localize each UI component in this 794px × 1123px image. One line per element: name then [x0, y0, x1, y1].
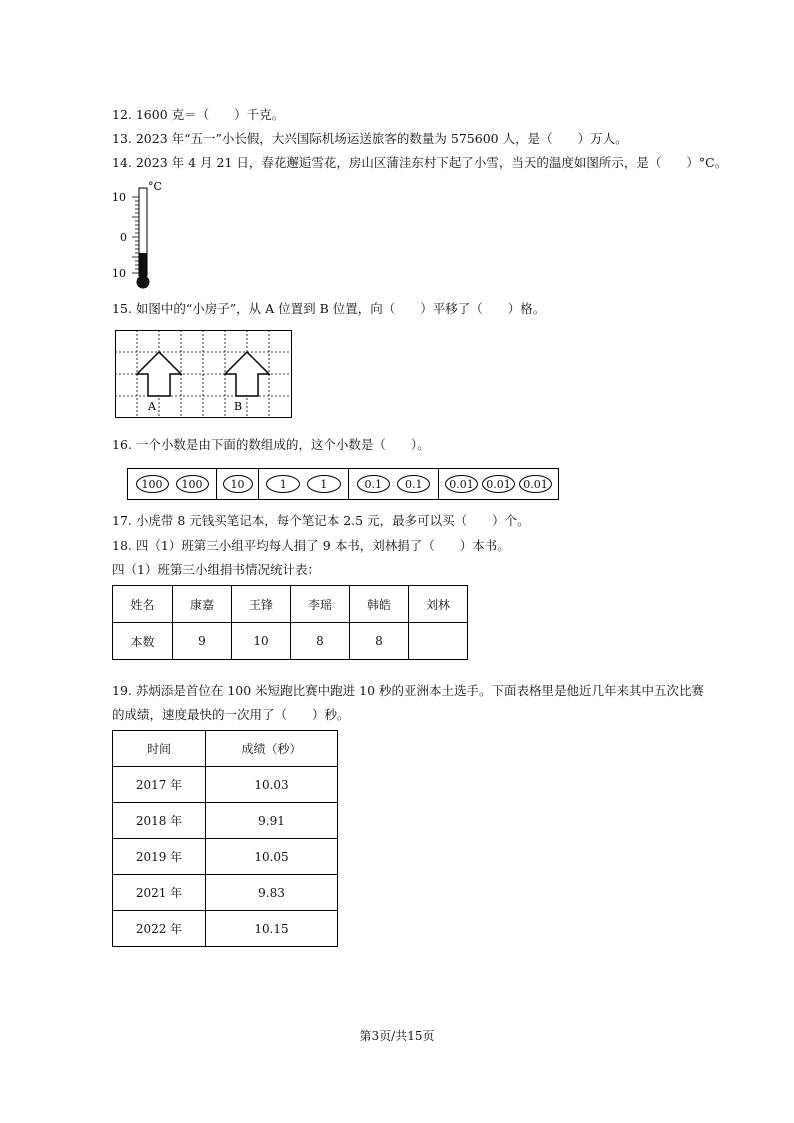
oval-number: 1 [266, 475, 300, 493]
oval-number: 0.01 [519, 475, 552, 493]
table-row [113, 875, 338, 911]
question-13: 13. 2023 年“五一”小长假，大兴国际机场运送旅客的数量为 575600 人，是（ ）万人。 [112, 131, 628, 146]
tick-label-bottom: 10 [112, 267, 126, 280]
house-shape-a [137, 352, 181, 396]
question-19-line-2: 的成绩，速度最快的一次用了（ ）秒。 [112, 707, 350, 722]
thermometer-figure [112, 180, 172, 292]
group-tens [217, 469, 259, 499]
grid-figure [115, 330, 295, 422]
question-14: 14. 2023 年 4 月 21 日，春花邂逅雪花，房山区蒲洼东村下起了小雪，当天的温度如图所示，是（ ）°C。 [112, 155, 728, 170]
table-cell: 2022 年 [113, 911, 206, 947]
thermometer-bulb [137, 276, 150, 289]
page-footer: 第3页/共15页 [359, 1029, 435, 1043]
number-groups [127, 468, 559, 500]
oval-number: 0.1 [357, 475, 390, 493]
table-row [113, 839, 338, 875]
question-19-line-1: 19. 苏炳添是首位在 100 米短跑比赛中跑进 10 秒的亚洲本土选手。下面表格里是他近几年来其中五次比赛 [112, 683, 705, 698]
table-cell: 韩皓 [350, 586, 409, 623]
label-a: A [148, 400, 156, 413]
table-row [113, 623, 468, 660]
column-header: 成绩（秒） [206, 731, 338, 767]
table-caption: 四（1）班第三小组捐书情况统计表： [112, 562, 320, 577]
table-cell: 8 [350, 623, 409, 660]
table-row [113, 911, 338, 947]
row-header: 姓名 [113, 586, 173, 623]
group-tenths [349, 469, 439, 499]
oval-number: 0.01 [482, 475, 515, 493]
table-cell: 8 [291, 623, 350, 660]
table-cell: 王锋 [232, 586, 291, 623]
group-ones [259, 469, 349, 499]
table-cell: 10 [232, 623, 291, 660]
table-cell: 9.91 [206, 803, 338, 839]
table-row [113, 767, 338, 803]
table-cell: 2018 年 [113, 803, 206, 839]
table-row [113, 803, 338, 839]
row-header: 本数 [113, 623, 173, 660]
table-cell: 10.03 [206, 767, 338, 803]
table-cell: 9 [173, 623, 232, 660]
table-row [113, 586, 468, 623]
table-cell: 刘林 [409, 586, 468, 623]
oval-number: 1 [307, 475, 341, 493]
oval-number: 100 [136, 475, 169, 493]
oval-number: 10 [223, 475, 253, 493]
race-score-table [112, 730, 338, 947]
tick-label-zero: 0 [120, 231, 127, 244]
oval-number: 0.1 [397, 475, 430, 493]
book-donation-table [112, 585, 468, 660]
group-hundredths [439, 469, 558, 499]
table-cell: 9.83 [206, 875, 338, 911]
question-17: 17. 小虎带 8 元钱买笔记本，每个笔记本 2.5 元，最多可以买（ ）个。 [112, 513, 530, 528]
tick-label-top: 10 [112, 191, 126, 204]
table-cell: 李瑶 [291, 586, 350, 623]
question-16: 16. 一个小数是由下面的数组成的，这个小数是（ ）。 [112, 437, 430, 452]
table-header-row [113, 731, 338, 767]
house-shape-b [225, 352, 269, 396]
unit-label: °C [148, 180, 162, 193]
question-12: 12. 1600 克＝（ ）千克。 [112, 107, 285, 122]
label-b: B [234, 400, 243, 413]
question-15: 15. 如图中的“小房子”，从 A 位置到 B 位置，向（ ）平移了（ ）格。 [112, 301, 546, 316]
table-cell: 2021 年 [113, 875, 206, 911]
table-cell: 康嘉 [173, 586, 232, 623]
oval-number: 100 [176, 475, 209, 493]
table-cell: 10.15 [206, 911, 338, 947]
table-cell: 2019 年 [113, 839, 206, 875]
table-cell: 10.05 [206, 839, 338, 875]
group-hundreds [128, 469, 217, 499]
table-cell [409, 623, 468, 660]
oval-number: 0.01 [445, 475, 478, 493]
question-18: 18. 四（1）班第三小组平均每人捐了 9 本书，刘林捐了（ ）本书。 [112, 538, 510, 553]
table-cell: 2017 年 [113, 767, 206, 803]
column-header: 时间 [113, 731, 206, 767]
